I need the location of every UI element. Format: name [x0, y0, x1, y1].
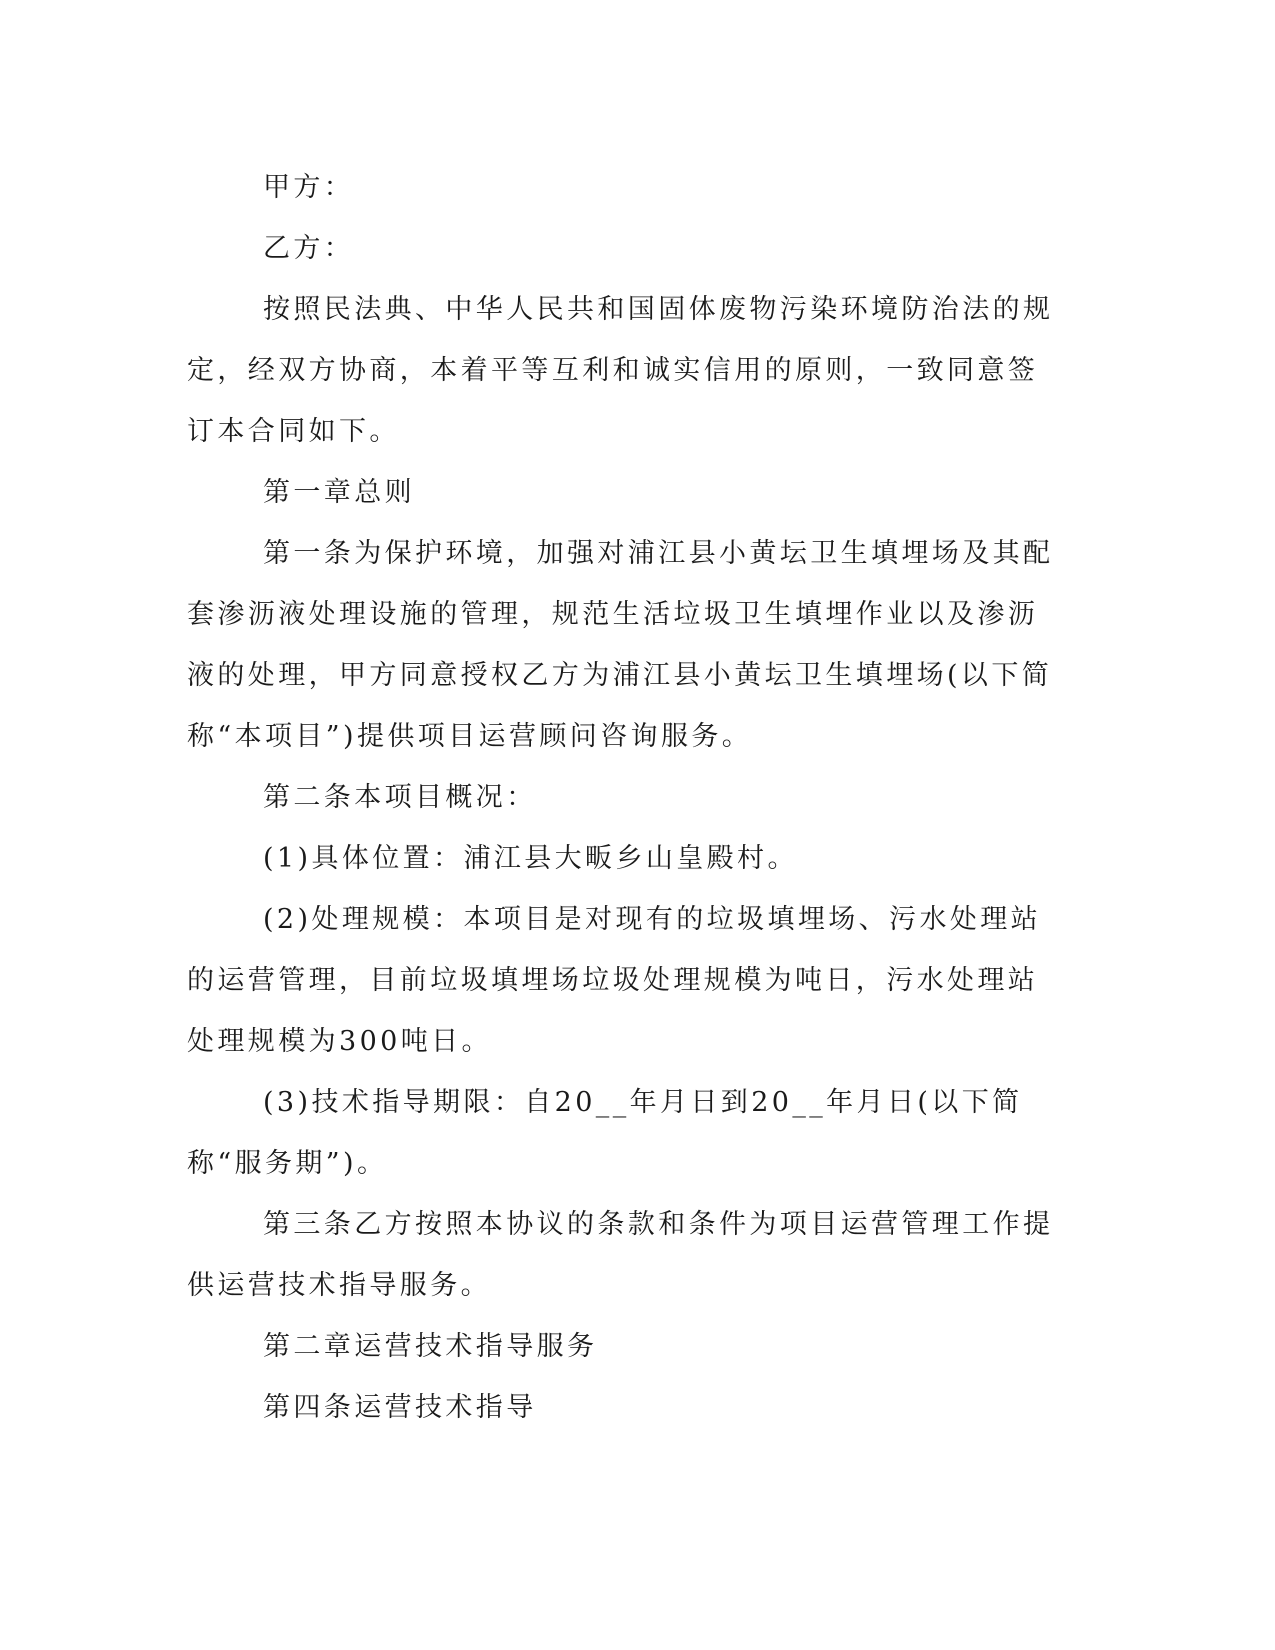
article-2-item-3: (3)技术指导期限：自20__年月日到20__年月日(以下简称“服务期”)。 — [187, 1087, 1023, 1179]
article-2-item-1: (1)具体位置：浦江县大畈乡山皇殿村。 — [263, 843, 798, 874]
document-body — [187, 157, 1067, 1438]
chapter-1-heading: 第一章总则 — [263, 477, 415, 508]
article-1-paragraph: 第一条为保护环境，加强对浦江县小黄坛卫生填埋场及其配套渗沥液处理设施的管理，规范生活垃圾卫生填埋作业以及渗沥液的处理，甲方同意授权乙方为浦江县小黄坛卫生填埋场(以下简称“本项目”)提供项目运营顾问咨询服务。 — [187, 538, 1054, 752]
article-2-heading: 第二条本项目概况： — [263, 782, 537, 813]
chapter-2-heading: 第二章运营技术指导服务 — [263, 1331, 598, 1362]
article-4-heading: 第四条运营技术指导 — [263, 1392, 537, 1423]
preamble-paragraph: 按照民法典、中华人民共和国固体废物污染环境防治法的规定，经双方协商，本着平等互利和诚实信用的原则，一致同意签订本合同如下。 — [187, 294, 1054, 447]
article-2-item-2: (2)处理规模：本项目是对现有的垃圾填埋场、污水处理站的运营管理，目前垃圾填埋场垃圾处理规模为吨日，污水处理站处理规模为300吨日。 — [187, 904, 1042, 1057]
article-3-paragraph: 第三条乙方按照本协议的条款和条件为项目运营管理工作提供运营技术指导服务。 — [187, 1209, 1054, 1301]
party-a-line: 甲方： — [263, 172, 355, 203]
party-b-line: 乙方： — [263, 233, 355, 264]
